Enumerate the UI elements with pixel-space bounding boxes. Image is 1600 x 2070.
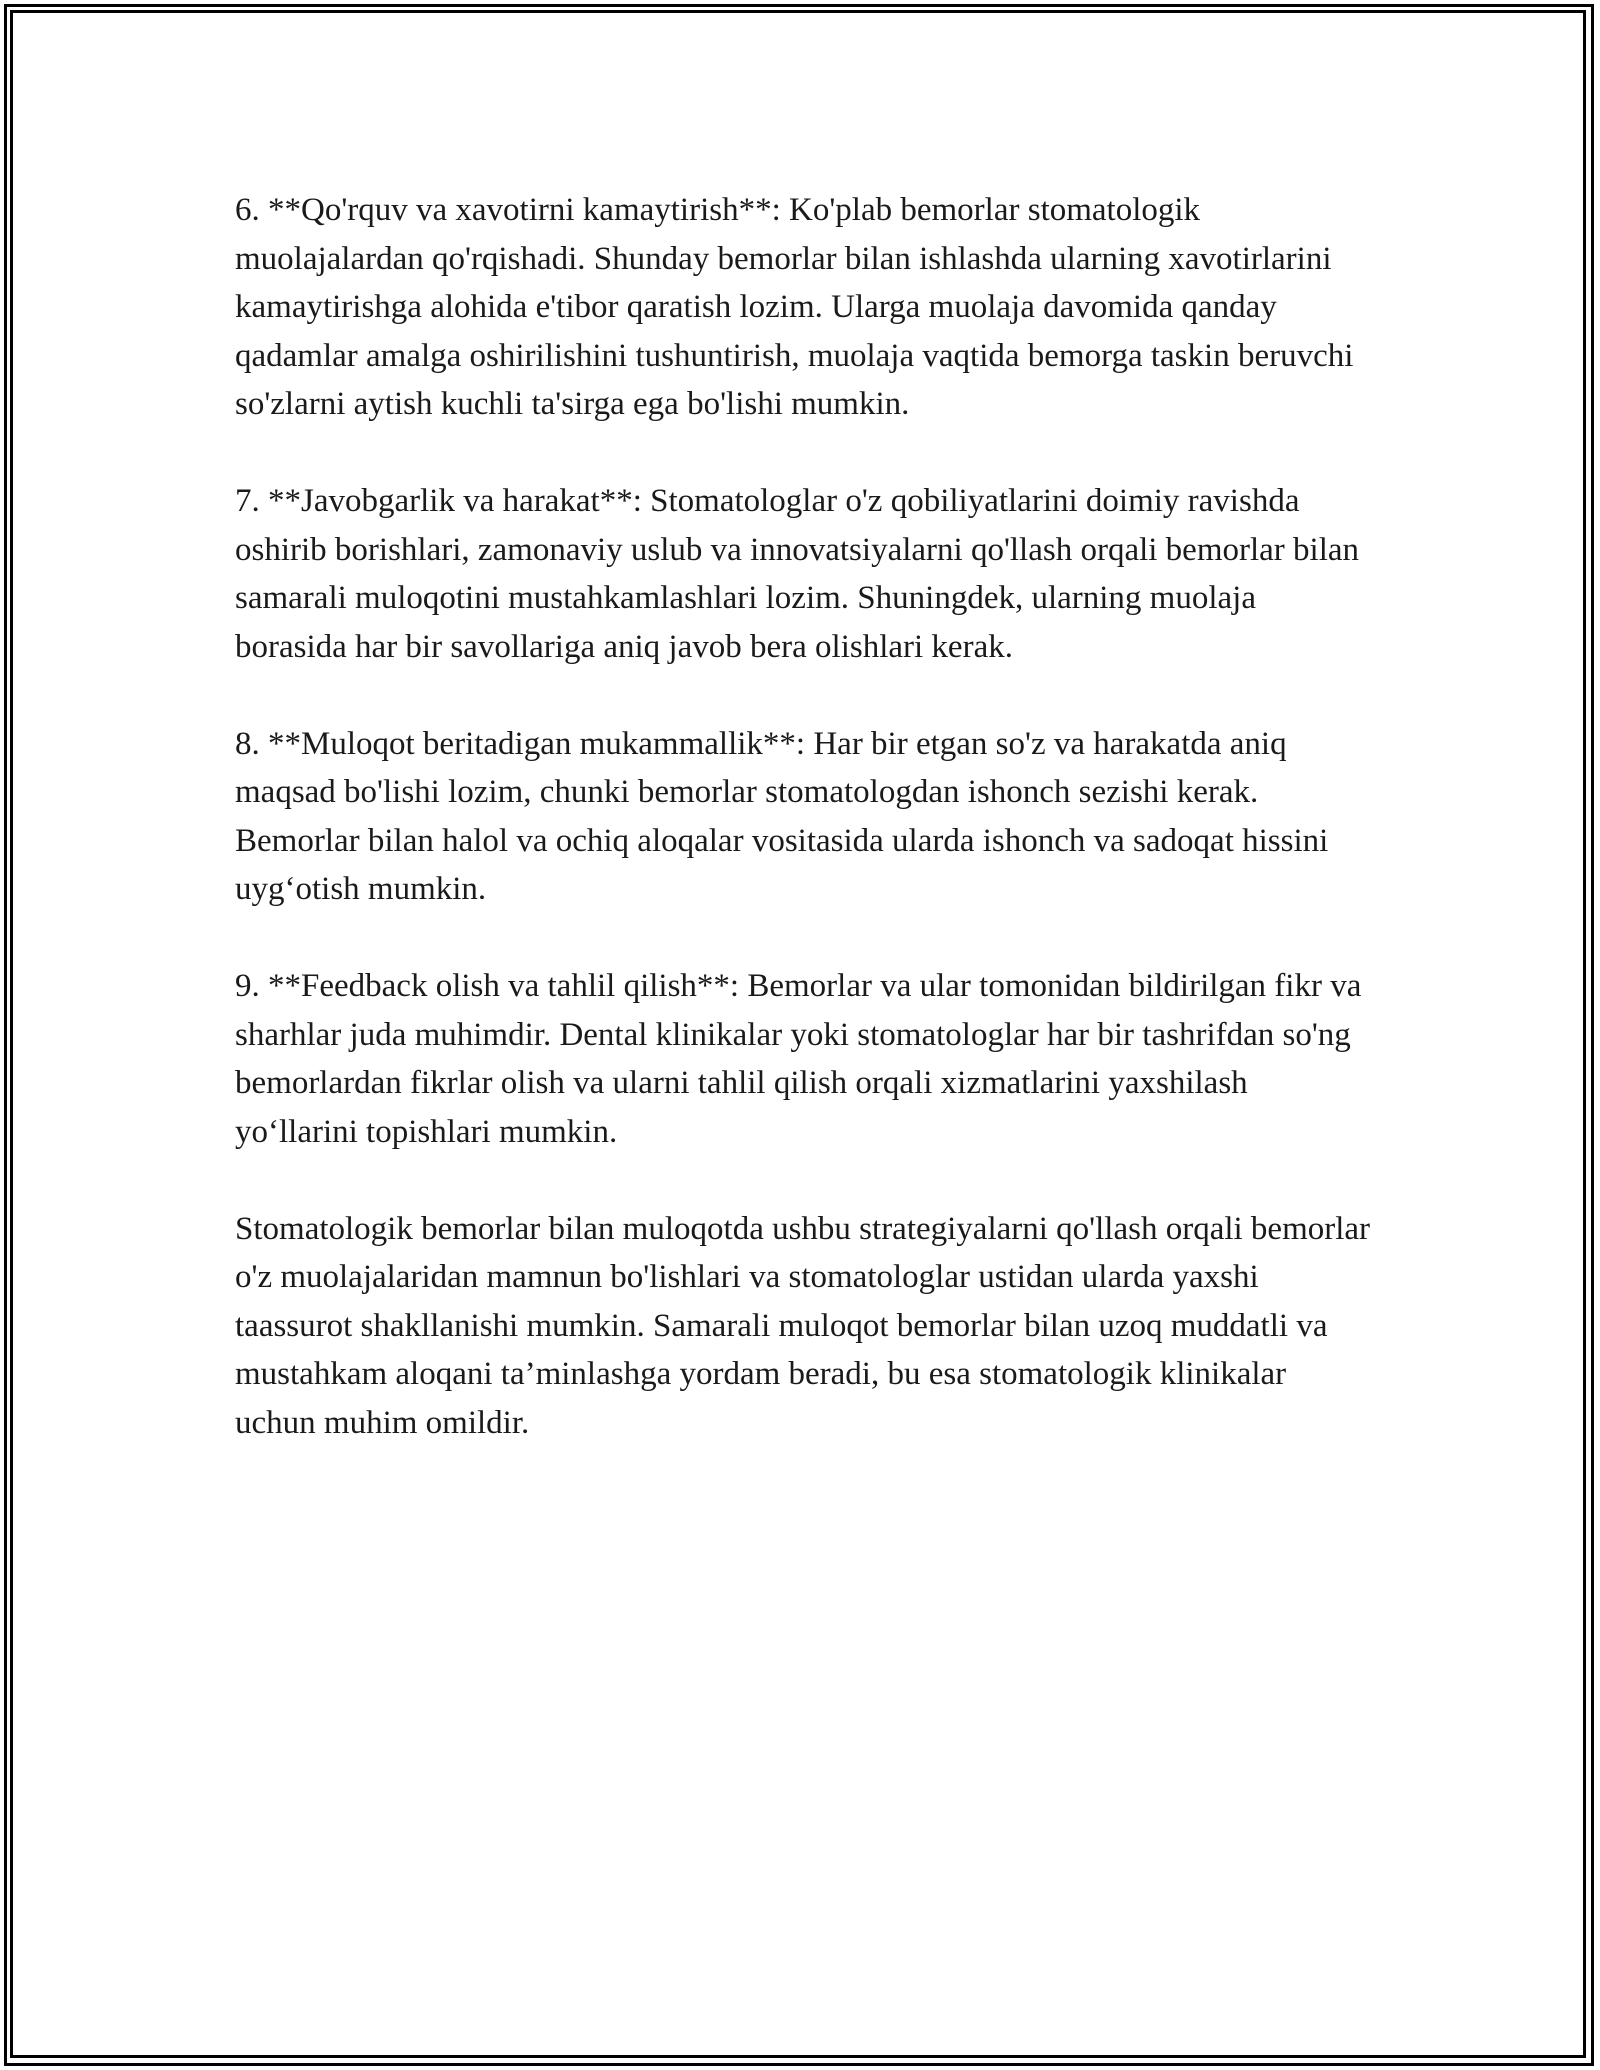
paragraph-item-7: 7. **Javobgarlik va harakat**: Stomatologlar o'z qobiliyatlarini doimiy ravishda oshirib borishlari, zamonaviy uslub va innovatsiyalarni qo'llash orqali bemorlar bilan samarali muloqotini mustahkamlashlari lozim. Shuningdek, ularning muolaja borasida har bir savollariga aniq javob bera olishlari kerak. (235, 483, 1360, 665)
paragraph-conclusion: Stomatologik bemorlar bilan muloqotda ushbu strategiyalarni qo'llash orqali bemorlar o'z muolajalaridan mamnun bo'lishlari va stomatologlar ustidan ularda yaxshi taassurot shakllanishi mumkin. Samarali muloqot bemorlar bilan uzoq muddatli va mustahkam aloqani ta’minlashga yordam beradi, bu esa stomatologik klinikalar uchun muhim omildir. (235, 1210, 1371, 1441)
paragraph-item-8: 8. **Muloqot beritadigan mukammallik**: Har bir etgan so'z va harakatda aniq maqsad bo'lishi lozim, chunki bemorlar stomatologdan ishonch sezishi kerak. Bemorlar bilan halol va ochiq aloqalar vositasida ularda ishonch va sadoqat hissini uyg‘otish mumkin. (235, 725, 1329, 907)
document-body (235, 186, 1375, 1496)
paragraph-item-9: 9. **Feedback olish va tahlil qilish**: Bemorlar va ular tomonidan bildirilgan fikr va sharhlar juda muhimdir. Dental klinikalar yoki stomatologlar har bir tashrifdan so'ng bemorlardan fikrlar olish va ularni tahlil qilish orqali xizmatlarini yaxshilash yo‘llarini topishlari mumkin. (235, 968, 1362, 1150)
paragraph-item-6: 6. **Qo'rquv va xavotirni kamaytirish**: Ko'plab bemorlar stomatologik muolajalardan qo'rqishadi. Shunday bemorlar bilan ishlashda ularning xavotirlarini kamaytirishga alohida e'tibor qaratish lozim. Ularga muolaja davomida qanday qadamlar amalga oshirilishini tushuntirish, muolaja vaqtida bemorga taskin beruvchi so'zlarni aytish kuchli ta'sirga ega bo'lishi mumkin. (235, 192, 1354, 422)
